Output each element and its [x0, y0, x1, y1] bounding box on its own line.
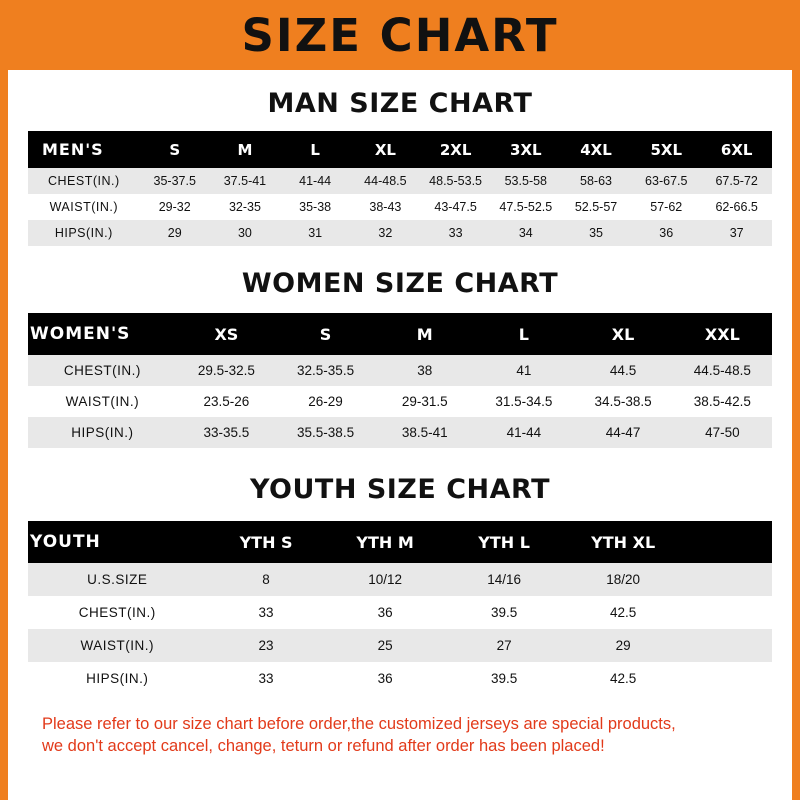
- cell: 23.5-26: [177, 386, 276, 417]
- cell: 48.5-53.5: [420, 168, 490, 194]
- cell: 29.5-32.5: [177, 355, 276, 386]
- cell: 35-38: [280, 194, 350, 220]
- table-row: [28, 168, 772, 194]
- cell: 62-66.5: [701, 194, 772, 220]
- cell: 36: [631, 220, 701, 246]
- man-header-cell: 5XL: [631, 131, 701, 168]
- cell: 35-37.5: [140, 168, 210, 194]
- cell: 27: [445, 629, 564, 662]
- table-row: [28, 563, 772, 596]
- man-header-cell: 3XL: [491, 131, 561, 168]
- women-header-cell: XL: [573, 313, 672, 355]
- cell: 34: [491, 220, 561, 246]
- cell: 63-67.5: [631, 168, 701, 194]
- women-size-table: [28, 313, 772, 448]
- cell: 14/16: [445, 563, 564, 596]
- table-row: [28, 355, 772, 386]
- youth-header-spacer: [683, 521, 772, 563]
- content: [8, 88, 792, 758]
- row-label: HIPS(IN.): [28, 417, 177, 448]
- youth-header-cell: YOUTH: [28, 521, 207, 563]
- cell: 29: [564, 629, 683, 662]
- man-header-cell: 4XL: [561, 131, 631, 168]
- cell: 38-43: [350, 194, 420, 220]
- cell: 10/12: [326, 563, 445, 596]
- table-row: [28, 662, 772, 695]
- youth-header-cell: YTH L: [445, 521, 564, 563]
- man-header-cell: XL: [350, 131, 420, 168]
- man-section-title: MAN SIZE CHART: [267, 88, 533, 119]
- cell: 44-47: [573, 417, 672, 448]
- man-size-table: [28, 131, 772, 246]
- row-label: WAIST(IN.): [28, 194, 140, 220]
- row-label: CHEST(IN.): [28, 168, 140, 194]
- man-header-cell: M: [210, 131, 280, 168]
- youth-size-table: [28, 521, 772, 695]
- table-row: [28, 417, 772, 448]
- cell: 47-50: [673, 417, 772, 448]
- table-row: [28, 596, 772, 629]
- man-header-cell: 6XL: [701, 131, 772, 168]
- man-header-cell: L: [280, 131, 350, 168]
- cell: 39.5: [445, 596, 564, 629]
- cell: 35.5-38.5: [276, 417, 375, 448]
- cell: 32.5-35.5: [276, 355, 375, 386]
- cell: 31: [280, 220, 350, 246]
- row-label: WAIST(IN.): [28, 629, 207, 662]
- notice-line-2: we don't accept cancel, change, teturn or refund after order has been placed!: [42, 737, 605, 756]
- cell: 33: [207, 662, 326, 695]
- row-label: CHEST(IN.): [28, 596, 207, 629]
- cell: 31.5-34.5: [474, 386, 573, 417]
- cell: 33: [207, 596, 326, 629]
- youth-section-title: YOUTH SIZE CHART: [249, 474, 551, 505]
- cell: 44.5-48.5: [673, 355, 772, 386]
- cell: 32-35: [210, 194, 280, 220]
- row-label: CHEST(IN.): [28, 355, 177, 386]
- man-header-cell: S: [140, 131, 210, 168]
- women-header-cell: S: [276, 313, 375, 355]
- cell: 37: [701, 220, 772, 246]
- row-label: HIPS(IN.): [28, 662, 207, 695]
- cell-spacer: [683, 596, 772, 629]
- cell: 36: [326, 596, 445, 629]
- cell: 18/20: [564, 563, 683, 596]
- women-header-cell: L: [474, 313, 573, 355]
- cell: 29-31.5: [375, 386, 474, 417]
- cell: 52.5-57: [561, 194, 631, 220]
- man-header-cell: MEN'S: [28, 131, 140, 168]
- youth-header-cell: YTH S: [207, 521, 326, 563]
- cell: 33-35.5: [177, 417, 276, 448]
- row-label: U.S.SIZE: [28, 563, 207, 596]
- cell: 34.5-38.5: [573, 386, 672, 417]
- table-header-row: [28, 131, 772, 168]
- page-title: SIZE CHART: [241, 8, 559, 62]
- cell: 29-32: [140, 194, 210, 220]
- cell: 41: [474, 355, 573, 386]
- notice-line-1: Please refer to our size chart before order,the customized jerseys are special products,: [42, 715, 676, 733]
- women-header-cell: M: [375, 313, 474, 355]
- cell: 37.5-41: [210, 168, 280, 194]
- women-header-cell: WOMEN'S: [28, 313, 177, 355]
- cell: 38: [375, 355, 474, 386]
- cell: 41-44: [474, 417, 573, 448]
- women-header-cell: XXL: [673, 313, 772, 355]
- cell-spacer: [683, 563, 772, 596]
- cell: 26-29: [276, 386, 375, 417]
- cell: 33: [420, 220, 490, 246]
- youth-header-cell: YTH XL: [564, 521, 683, 563]
- cell: 32: [350, 220, 420, 246]
- cell: 47.5-52.5: [491, 194, 561, 220]
- row-label: WAIST(IN.): [28, 386, 177, 417]
- cell: 44.5: [573, 355, 672, 386]
- women-section-title: WOMEN SIZE CHART: [241, 268, 559, 299]
- cell: 42.5: [564, 662, 683, 695]
- cell-spacer: [683, 662, 772, 695]
- table-row: [28, 629, 772, 662]
- cell: 25: [326, 629, 445, 662]
- man-header-cell: 2XL: [420, 131, 490, 168]
- table-row: [28, 220, 772, 246]
- cell: 42.5: [564, 596, 683, 629]
- cell: 35: [561, 220, 631, 246]
- table-row: [28, 194, 772, 220]
- table-header-row: [28, 313, 772, 355]
- cell: 43-47.5: [420, 194, 490, 220]
- cell: 29: [140, 220, 210, 246]
- cell-spacer: [683, 629, 772, 662]
- cell: 53.5-58: [491, 168, 561, 194]
- table-row: [28, 386, 772, 417]
- cell: 57-62: [631, 194, 701, 220]
- cell: 41-44: [280, 168, 350, 194]
- cell: 23: [207, 629, 326, 662]
- cell: 30: [210, 220, 280, 246]
- cell: 38.5-42.5: [673, 386, 772, 417]
- order-notice: [42, 713, 758, 758]
- cell: 67.5-72: [701, 168, 772, 194]
- cell: 58-63: [561, 168, 631, 194]
- banner: [0, 0, 800, 70]
- youth-header-cell: YTH M: [326, 521, 445, 563]
- cell: 39.5: [445, 662, 564, 695]
- cell: 44-48.5: [350, 168, 420, 194]
- cell: 8: [207, 563, 326, 596]
- women-header-cell: XS: [177, 313, 276, 355]
- table-header-row: [28, 521, 772, 563]
- cell: 38.5-41: [375, 417, 474, 448]
- row-label: HIPS(IN.): [28, 220, 140, 246]
- cell: 36: [326, 662, 445, 695]
